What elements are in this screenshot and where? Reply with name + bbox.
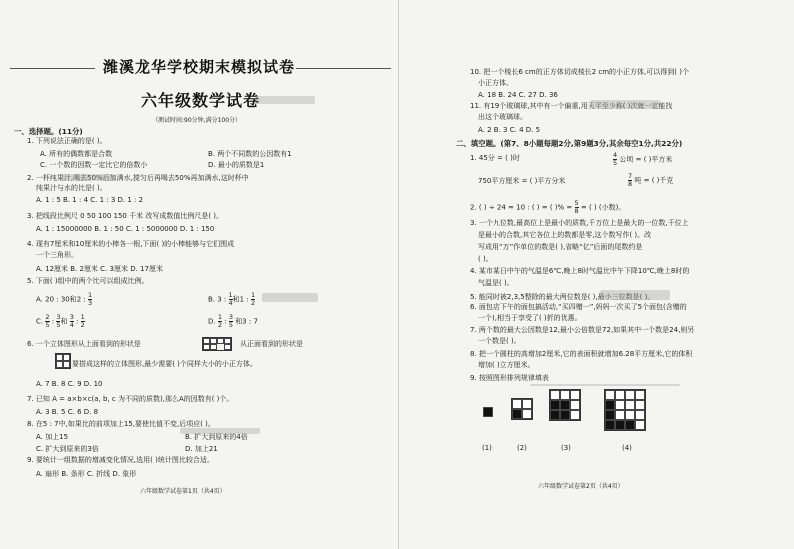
fraction: $\frac{4}{5}$ (613, 151, 618, 167)
fill-4-line1: 4. 某市某日中午的气温是6℃,晚上8时气温比中午下降10℃,晚上8时的 (470, 267, 690, 275)
fraction: $\frac{3}{5}$ (228, 313, 233, 329)
fill-1d: $\frac{7}{8}$ 吨 = ( )千克 (628, 172, 674, 188)
fill-7-line1: 7. 两个数的最大公因数是12,最小公倍数是72,如果其中一个数是24,则另 (470, 326, 695, 334)
q1-option-c: C. 一个数的因数一定比它的倍数小 (40, 161, 148, 169)
fill-1a: 1. 45分 = ( )时 (470, 154, 520, 162)
scan-noise (600, 290, 670, 300)
scan-noise (180, 428, 260, 434)
fraction: $\frac{3}{4}$ (69, 313, 74, 329)
fill-1c: 750平方厘米 = ( )平方分米 (478, 177, 566, 185)
pattern-label-4: (4) (622, 444, 632, 452)
q5-option-b: B. 3 : $\frac{1}{4}$ 和1 : $\frac{1}{2}$ (208, 291, 256, 307)
fraction: $\frac{1}{2}$ (80, 313, 85, 329)
fraction: $\frac{3}{5}$ (56, 313, 61, 329)
fill-2: 2. ( ) ÷ 24 = 10 : ( ) = ( )% = $\frac{5}{8}$ = ( ) (小数)。 (470, 199, 626, 215)
school-title: 潍溪龙华学校期末模拟试卷 (103, 58, 296, 76)
fill-8-line2: 增加( )立方厘米。 (478, 361, 535, 369)
fraction: $\frac{7}{8}$ (628, 172, 633, 188)
section-fill-heading: 二、填空题。(第7、8小题每题2分,第9题3分,其余每空1分,共22分) (456, 139, 683, 148)
fill-4-line2: 气温是( )。 (478, 279, 514, 287)
q5-option-a: A. 20 : 30和2 : $\frac{1}{3}$ (36, 291, 93, 307)
fill-7-line2: 一个数是( )。 (478, 337, 521, 345)
question-6-line2: 要搭成这样的立体图形,最少需要( )个同样大小的小正方体。 (72, 360, 257, 368)
fill-3-line4: ( )。 (478, 255, 493, 263)
fill-3-line2: 是最小的合数,其它各位上的数都是零,这个数写作( )。改 (478, 231, 652, 239)
top-view-figure (202, 337, 232, 351)
q5-option-d: D. $\frac{1}{2}$ : $\frac{3}{5}$ 和3 : 7 (208, 313, 258, 329)
question-5: 5. 下面( )组中的两个比可以组成比例。 (27, 277, 149, 285)
left-page-footer: 六年级数学试卷第1页（共4页） (140, 488, 226, 495)
q6-options: A. 7 B. 8 C. 9 D. 10 (36, 380, 103, 388)
question-11-line2: 出这个玻璃球。 (478, 113, 527, 121)
fraction: $\frac{1}{2}$ (250, 291, 256, 307)
right-page (400, 0, 794, 549)
fraction: $\frac{5}{8}$ (574, 199, 579, 215)
fraction: $\frac{1}{2}$ (217, 313, 222, 329)
q5-option-c: C. $\frac{2}{5}$ : $\frac{3}{5}$ 和 $\frac{3}{4}$ : $\frac{1}{2}$ (36, 313, 85, 329)
question-6-line1b: 从正面看到的形状是 (240, 340, 303, 348)
pattern-label-2: (2) (517, 444, 527, 452)
fraction: $\frac{1}{3}$ (88, 291, 93, 307)
question-2-line2: 纯果汁与水的比是( )。 (36, 184, 107, 192)
fill-9: 9. 按照图形排列规律填表 (470, 374, 549, 382)
q8-option-b: B. 扩大到原来的4倍 (185, 433, 248, 441)
pattern-figure-2 (511, 398, 533, 420)
pattern-figure-4 (604, 389, 646, 431)
time-info: （测试时间:90分钟,满分100分） (152, 117, 242, 124)
q9-options: A. 扇形 B. 条形 C. 折线 D. 象形 (36, 470, 137, 478)
scan-noise (530, 384, 680, 386)
q2-options: A. 1 : 5 B. 1 : 4 C. 1 : 3 D. 1 : 2 (36, 196, 144, 204)
fill-6-line2: 一个),相当于享受了( )折的优惠。 (478, 314, 582, 322)
question-1: 1. 下列说法正确的是( )。 (27, 137, 107, 145)
pattern-figure-3 (549, 389, 581, 421)
q1-option-d: D. 最小的质数是1 (208, 161, 265, 169)
title-rule-left (10, 68, 95, 69)
pattern-figure-1 (483, 407, 493, 417)
question-9: 9. 要统计一组数据的增减变化情况,选用( )统计图比较合适。 (27, 456, 214, 464)
fraction: $\frac{1}{4}$ (228, 291, 233, 307)
section-choice-heading: 一、选择题。(11分) (14, 127, 83, 136)
question-11-line1: 11. 有19个玻璃球,其中有一个偏重,用天平至少称( )次就一定能找 (470, 102, 673, 110)
q10-options: A. 18 B. 24 C. 27 D. 36 (478, 91, 558, 99)
scan-noise (60, 174, 115, 181)
question-10-line2: 小正方体。 (478, 79, 513, 87)
fill-6-line1: 6. 面包店下午的面包搞活动,“买四赠一”,妈妈一次买了5个面包(含赠的 (470, 303, 687, 311)
fill-8-line1: 8. 把一个圆柱的高增加2厘米,它的表面积就增加6.28平方厘米,它的体积 (470, 350, 693, 358)
q8-option-d: D. 加上21 (185, 445, 218, 453)
scan-noise (255, 96, 315, 104)
q1-option-b: B. 两个不同数的公因数有1 (208, 150, 292, 158)
q7-options: A. 3 B. 5 C. 6 D. 8 (36, 408, 99, 416)
question-8: 8. 在5 : 7中,如果比的前项加上15,要使比值不变,后项应( )。 (27, 420, 215, 428)
question-3: 3. 把线段比例尺 0 50 100 150 千米 改写成数值比例尺是( )。 (27, 212, 224, 220)
question-10-line1: 10. 把一个棱长6 cm的正方体切成棱长2 cm的小正方体,可以得到( )个 (470, 68, 689, 76)
fill-5: 5. 能同时被2,3,5整除的最大两位数是( ),最小三位数是( )。 (470, 293, 655, 301)
scan-noise (590, 100, 660, 109)
pattern-label-1: (1) (482, 444, 492, 452)
title-rule-right (296, 68, 391, 69)
question-4-line1: 4. 现有7厘米和10厘米的小棒各一根,下面( )的小棒能够与它们围成 (27, 240, 235, 248)
q8-option-a: A. 加上15 (36, 433, 69, 441)
question-2-line1: 2. 一杯纯果汁,喝去50%后加满水,搅匀后再喝去50%再加满水,这时杯中 (27, 174, 249, 182)
question-4-line2: 一个三角形。 (36, 251, 78, 259)
fraction: $\frac{2}{5}$ (45, 313, 50, 329)
fill-3-line3: 写成用“万”作单位的数是( ),省略“亿”后面的尾数约是 (478, 243, 643, 251)
question-7: 7. 已知 A = a×b×c(a, b, c 为不同的质数),那么A的因数有( )个。 (27, 395, 234, 403)
exam-title: 六年级数学试卷 (141, 91, 261, 110)
q1-option-a: A. 所有的偶数都是合数 (40, 150, 113, 158)
fill-1b: $\frac{4}{5}$ 公顷 = ( )平方米 (613, 151, 673, 167)
q8-option-c: C. 扩大到原来的3倍 (36, 445, 99, 453)
front-view-figure (55, 353, 71, 369)
right-page-footer: 六年级数学试卷第2页（共4页） (538, 483, 624, 490)
q11-options: A. 2 B. 3 C. 4 D. 5 (478, 126, 541, 134)
fill-3-line1: 3. 一个九位数,最高位上是最小的质数,千万位上是最大的一位数,千位上 (470, 219, 689, 227)
scan-noise (262, 293, 318, 302)
pattern-label-3: (3) (561, 444, 571, 452)
q3-options: A. 1 : 15000000 B. 1 : 50 C. 1 : 5000000 D. 1 : 150 (36, 225, 215, 233)
question-6-line1: 6. 一个立体图形从上面看到的形状是 (27, 340, 141, 348)
q4-options: A. 12厘米 B. 2厘米 C. 3厘米 D. 17厘米 (36, 265, 163, 273)
